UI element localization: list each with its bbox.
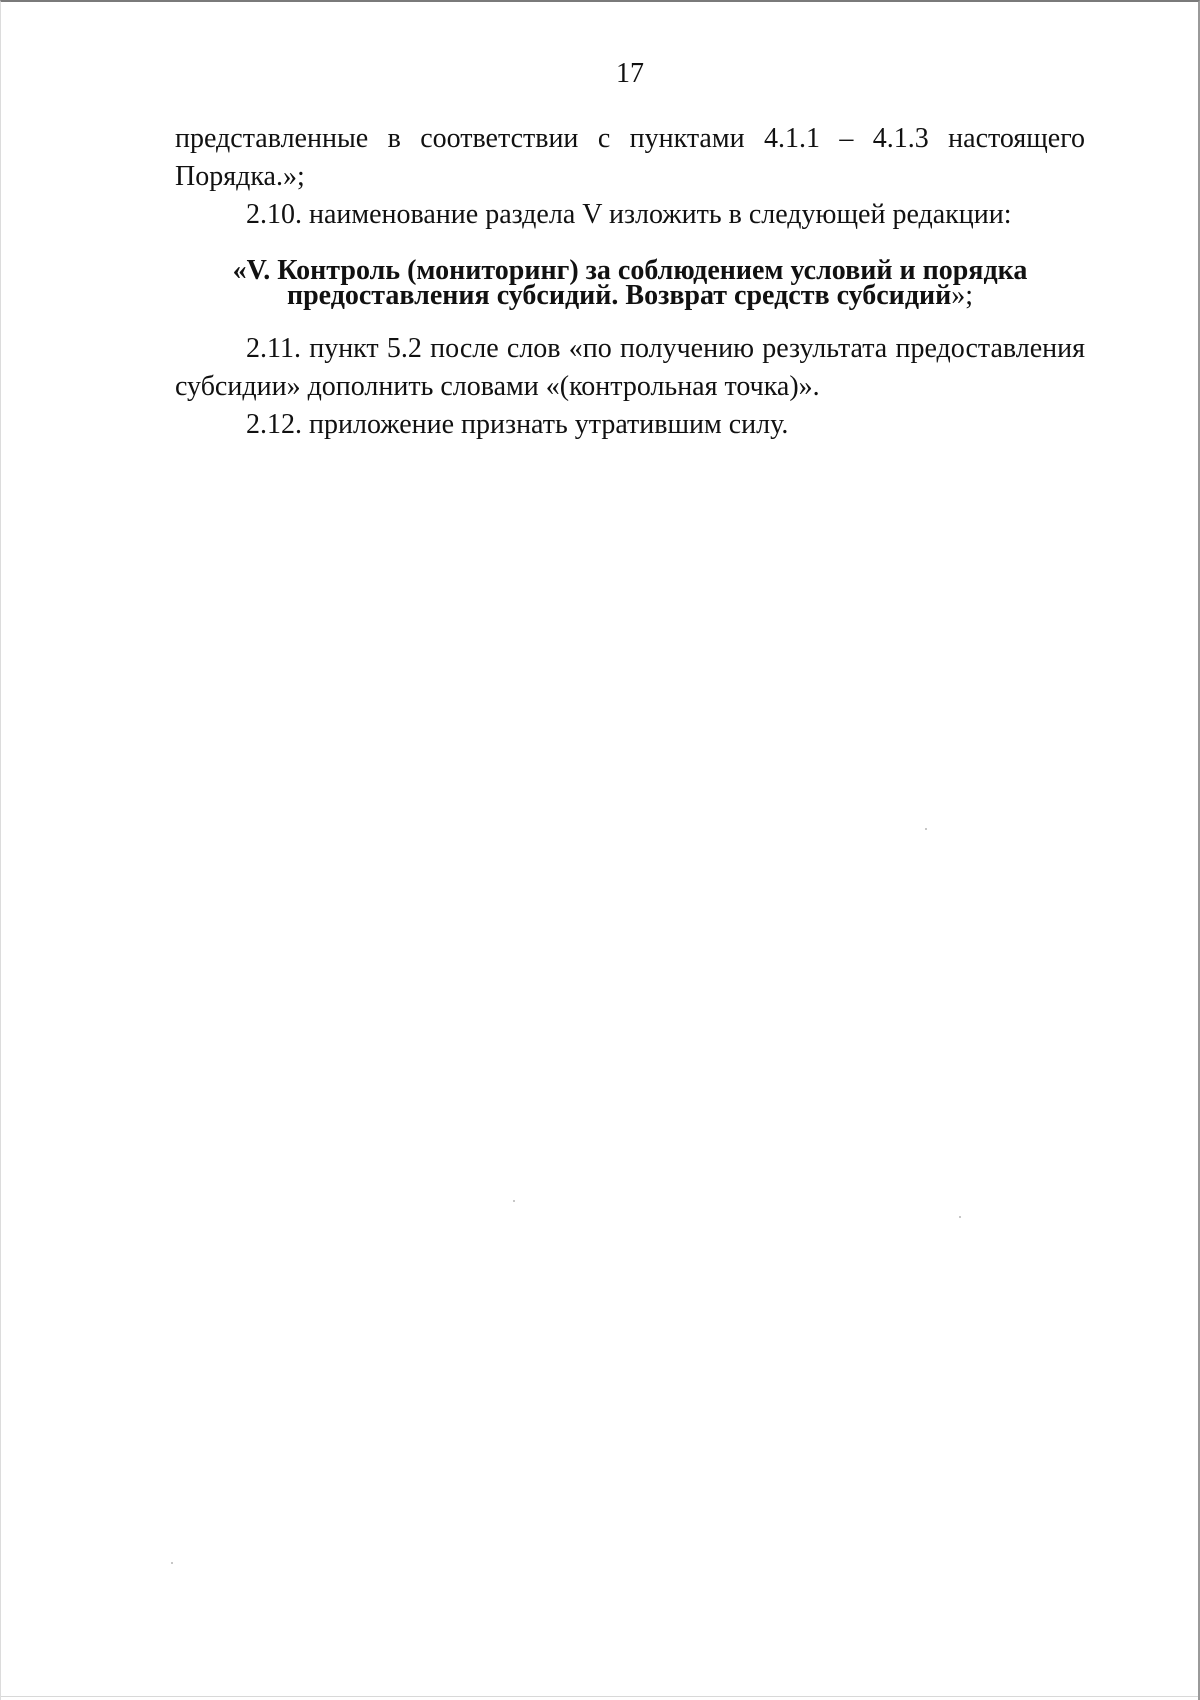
paragraph-continuation: представленные в соответствии с пунктами 4.1.1 – 4.1.3 настоящего Порядка.»; <box>175 123 1085 192</box>
section-v-heading-text: «V. Контроль (мониторинг) за соблюдением условий и порядка предоставления субсидий. Возврат средств субсидий <box>232 255 1028 311</box>
scan-speck <box>513 1200 515 1202</box>
page-number: 17 <box>616 58 644 89</box>
paragraph-item-2-12: 2.12. приложение признать утратившим силу. <box>246 409 789 440</box>
paragraph-item-2-10: 2.10. наименование раздела V изложить в следующей редакции: <box>246 199 1012 230</box>
scan-speck <box>171 1562 173 1564</box>
paragraph-item-2-11: 2.11. пункт 5.2 после слов «по получению результата предоставления субсидии» дополнить словами «(контрольная точка)». <box>175 333 1085 402</box>
section-v-heading <box>175 255 1085 311</box>
page-bottom-edge <box>1 1696 1198 1697</box>
scan-speck <box>925 828 927 830</box>
document-body <box>175 120 1085 444</box>
section-v-heading-tail: »; <box>951 280 974 311</box>
scan-speck <box>959 1216 961 1218</box>
